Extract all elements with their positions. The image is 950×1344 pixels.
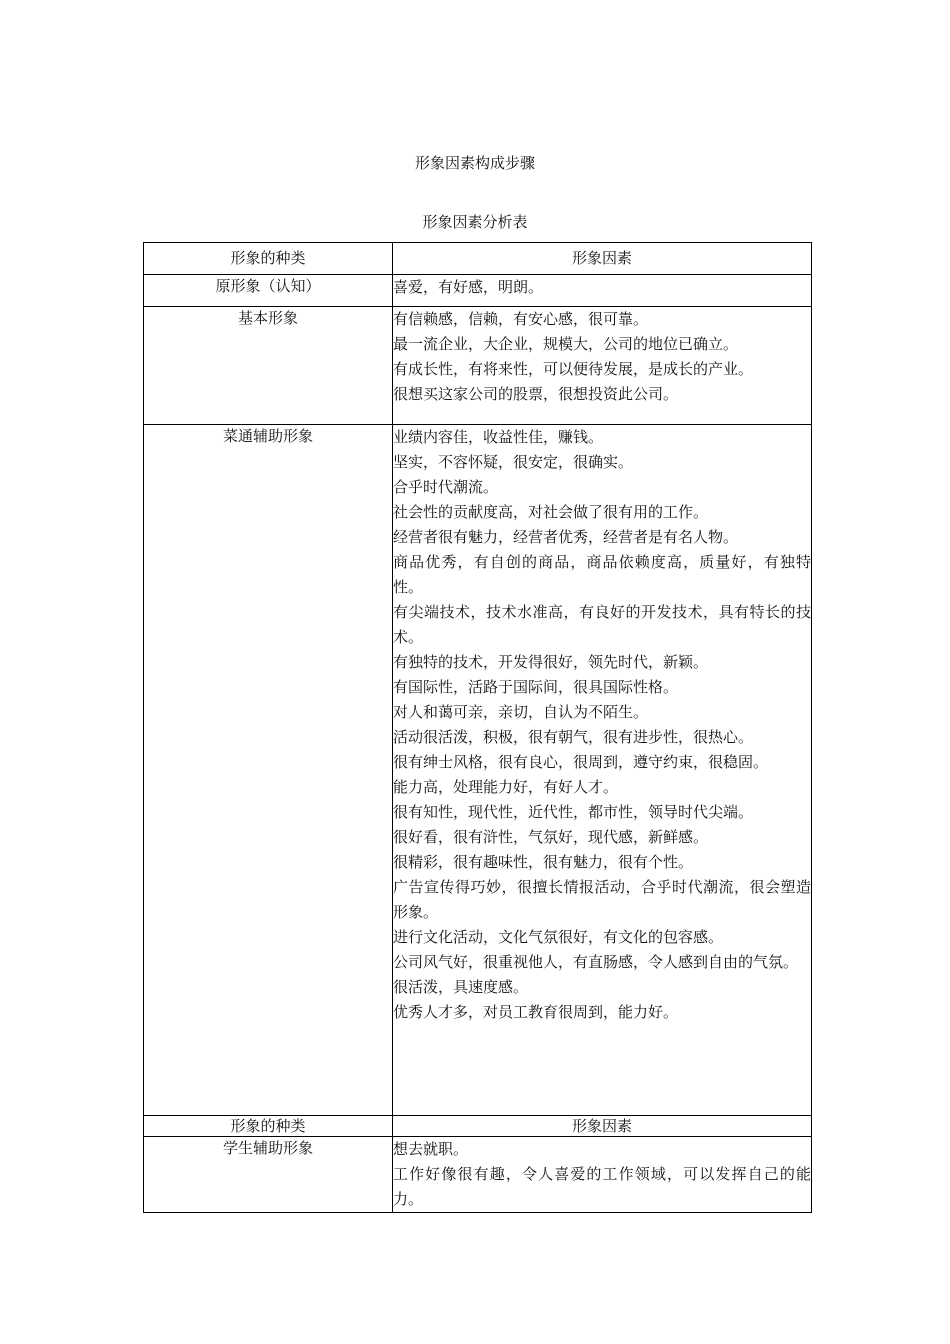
factor-item: 很活泼，具速度感。 [393,978,529,996]
factors-cell [393,307,812,425]
category-cell: 菜通辅助形象 [144,425,393,1116]
factor-item: 有信赖感，信赖，有安心感，很可靠。 [393,310,649,328]
factor-item: 工作好像很有趣，令人喜爱的工作领域，可以发挥自己的能力。 [393,1165,811,1208]
header-factors: 形象因素 [393,243,812,275]
table-repeated-header-row [144,1116,812,1137]
header-category: 形象的种类 [144,1116,393,1137]
factor-item: 有国际性，活路于国际间，很具国际性格。 [393,678,679,696]
factor-item: 对人和蔼可亲，亲切，自认为不陌生。 [393,703,649,721]
factors-cell [393,1137,812,1213]
table-row [144,307,812,425]
factor-item: 最一流企业，大企业，规模大，公司的地位已确立。 [393,335,739,353]
table-row [144,425,812,1116]
factor-item: 活动很活泼，积极，很有朝气，很有进步性，很热心。 [393,728,754,746]
factor-item: 商品优秀，有自创的商品，商品依赖度高，质量好，有独特性。 [393,553,811,596]
table-row [144,1137,812,1213]
factor-item: 有尖端技术，技术水准高，有良好的开发技术，具有特长的技术。 [393,603,811,646]
factor-item: 社会性的贡献度高，对社会做了很有用的工作。 [393,503,709,521]
factors-cell [393,425,812,1116]
factor-item: 坚实，不容怀疑，很安定，很确实。 [393,453,634,471]
category-cell: 原形象（认知） [144,275,393,307]
factor-item: 广告宣传得巧妙，很擅长情报活动，合乎时代潮流，很会塑造形象。 [393,878,811,921]
table-row [144,275,812,307]
image-factor-table [143,242,812,1213]
factor-item: 公司风气好，很重视他人，有直肠感，令人感到自由的气氛。 [393,953,799,971]
header-factors: 形象因素 [393,1116,812,1137]
factor-item: 很好看，很有浒性，气氛好，现代感，新鲜感。 [393,828,709,846]
factor-item: 合乎时代潮流。 [393,478,499,496]
category-cell: 基本形象 [144,307,393,425]
factor-item: 喜爱，有好感，明朗。 [393,278,544,296]
factor-item: 能力高，处理能力好，有好人才。 [393,778,619,796]
factor-item: 很有知性，现代性，近代性，都市性，领导时代尖端。 [393,803,754,821]
table-title: 形象因素分析表 [422,213,528,231]
factor-item: 经营者很有魅力，经营者优秀，经营者是有名人物。 [393,528,739,546]
factor-item: 有成长性，有将来性，可以便待发展，是成长的产业。 [393,360,754,378]
category-cell: 学生辅助形象 [144,1137,393,1213]
factor-item: 优秀人才多，对员工教育很周到，能力好。 [393,1003,679,1021]
factor-item: 进行文化活动，文化气氛很好，有文化的包容感。 [393,928,724,946]
header-category: 形象的种类 [144,243,393,275]
factor-item: 很想买这家公司的股票，很想投资此公司。 [393,385,679,403]
factor-item: 很精彩，很有趣味性，很有魅力，很有个性。 [393,853,694,871]
table-header-row [144,243,812,275]
factor-item: 想去就职。 [393,1140,469,1158]
factor-item: 业绩内容佳，收益性佳，赚钱。 [393,428,604,446]
factors-cell [393,275,812,307]
factor-item: 有独特的技术，开发得很好，领先时代，新颖。 [393,653,709,671]
factor-item: 很有绅士风格，很有良心，很周到，遵守约束，很稳固。 [393,753,769,771]
document-title: 形象因素构成步骤 [414,154,535,172]
